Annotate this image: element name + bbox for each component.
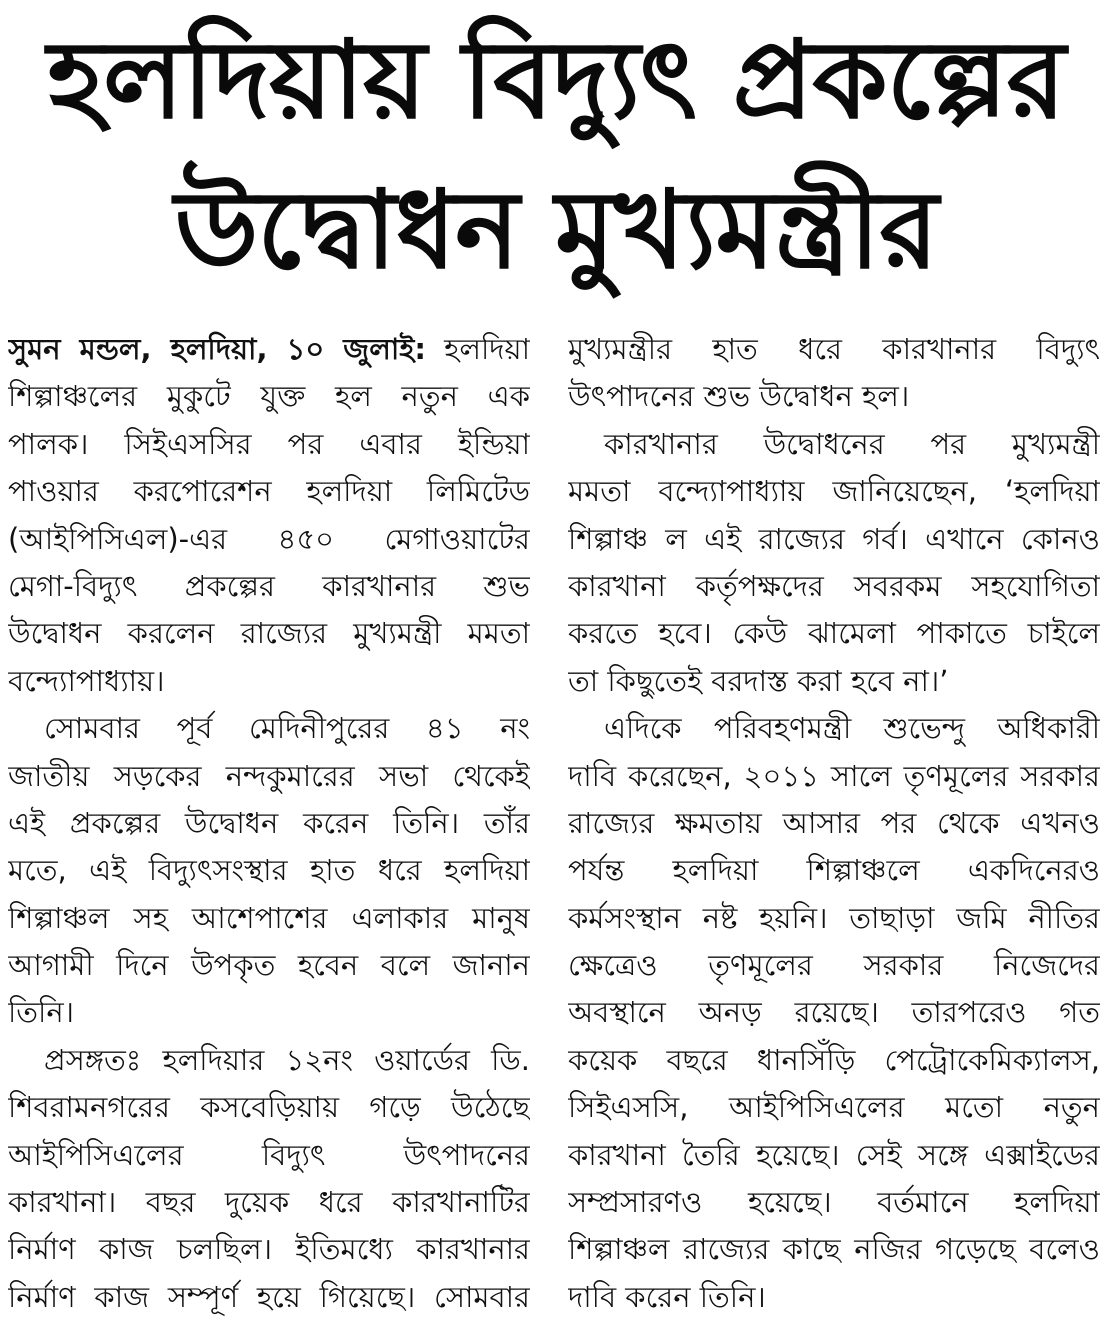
article-line: শিল্পাঞ্চলের মুকুটে যুক্ত হল নতুন এক xyxy=(8,379,530,414)
article-line: কয়েক বছরে ধানসিঁড়ি পেট্রোকেমিক্যালস, xyxy=(568,1042,1100,1077)
headline-line-2: উদ্বোধন মুখ্যমন্ত্রীর xyxy=(174,168,938,293)
article-line: মতে, এই বিদ্যুৎসংস্থার হাত ধরে হলদিয়া xyxy=(8,853,530,888)
article-line: পর্যন্ত হলদিয়া শিল্পাঞ্চলে একদিনেরও xyxy=(568,853,1100,888)
right-column xyxy=(568,326,1100,1326)
article-line: উৎপাদনের শুভ উদ্বোধন হল। xyxy=(568,379,910,414)
article-line: শিল্পাঞ্চল রাজ্যের কাছে নজির গড়েছে বলেও xyxy=(568,1232,1100,1267)
article-line: করতে হবে। কেউ ঝামেলা পাকাতে চাইলে xyxy=(568,616,1100,651)
article-line: আইপিসিএলের বিদ্যুৎ উৎপাদনের xyxy=(8,1137,530,1172)
paragraph xyxy=(8,326,530,705)
paragraph xyxy=(568,421,1100,705)
article-line: দাবি করেছেন, ২০১১ সালে তৃণমূলের সরকার xyxy=(568,758,1100,793)
article-line: রাজ্যের ক্ষমতায় আসার পর থেকে এখনও xyxy=(568,805,1100,840)
paragraph xyxy=(8,705,530,1037)
article-line: তা কিছুতেই বরদাস্ত করা হবে না।’ xyxy=(568,663,949,698)
article-line: এই প্রকল্পের উদ্বোধন করেন তিনি। তাঁর xyxy=(8,805,530,840)
article-line: সিইএসসি, আইপিসিএলের মতো নতুন xyxy=(568,1090,1100,1125)
article-line: অবস্থানে অনড় রয়েছে। তারপরেও গত xyxy=(568,995,1100,1030)
article-line: কারখানা। বছর দুয়েক ধরে কারখানাটির xyxy=(8,1185,530,1220)
article-line: নির্মাণ কাজ চলছিল। ইতিমধ্যে কারখানার xyxy=(8,1232,530,1267)
article-line: (আইপিসিএল)-এর ৪৫০ মেগাওয়াটের xyxy=(8,521,530,556)
article-line: প্রসঙ্গতঃ হলদিয়ার ১২নং ওয়ার্ডের ডি. xyxy=(44,1042,530,1077)
article-line: আগামী দিনে উপকৃত হবেন বলে জানান xyxy=(8,948,530,983)
article-line: নির্মাণ কাজ সম্পূর্ণ হয়ে গিয়েছে। সোমবার xyxy=(8,1279,530,1314)
article-line: মুখ্যমন্ত্রীর হাত ধরে কারখানার বিদ্যুৎ xyxy=(568,332,1100,366)
article-line: কারখানা তৈরি হয়েছে। সেই সঙ্গে এক্সাইডের xyxy=(568,1137,1100,1172)
article-line: কারখানার উদ্বোধনের পর মুখ্যমন্ত্রী xyxy=(604,426,1100,461)
article-line: বন্দ্যোপাধ্যায়। xyxy=(8,663,165,698)
byline: সুমন মন্ডল, হলদিয়া, ১০ জুলাই: xyxy=(8,332,426,366)
headline xyxy=(0,6,1112,316)
article-line: ক্ষেত্রেও তৃণমূলের সরকার নিজেদের xyxy=(568,948,1100,983)
article-line: শিবরামনগরের কসবেড়িয়ায় গড়ে উঠেছে xyxy=(8,1090,530,1125)
article-line-text: হলদিয়া xyxy=(444,332,530,366)
article-line: জাতীয় সড়কের নন্দকুমারের সভা থেকেই xyxy=(8,758,530,793)
article-line xyxy=(8,326,530,373)
article-line: কর্মসংস্থান নষ্ট হয়নি। তাছাড়া জমি নীতির xyxy=(568,900,1100,935)
paragraph xyxy=(568,705,1100,1321)
article-line: মেগা-বিদ্যুৎ প্রকল্পের কারখানার শুভ xyxy=(8,568,530,603)
left-column xyxy=(8,326,530,1326)
article-line: দাবি করেন তিনি। xyxy=(568,1279,766,1314)
article-line: এদিকে পরিবহণমন্ত্রী শুভেন্দু অধিকারী xyxy=(604,711,1100,746)
headline-line-1: হলদিয়ায় বিদ্যুৎ প্রকল্পের xyxy=(47,18,1065,143)
article-line: পাওয়ার করপোরেশন হলদিয়া লিমিটেড xyxy=(8,474,530,509)
article-line: শিল্পাঞ্চ ল এই রাজ্যের গর্ব। এখানে কোনও xyxy=(568,521,1100,556)
paragraph xyxy=(8,1037,530,1321)
article-line: শিল্পাঞ্চল সহ আশেপাশের এলাকার মানুষ xyxy=(8,900,530,935)
article-line: কারখানা কর্তৃপক্ষদের সবরকম সহযোগিতা xyxy=(568,568,1100,603)
article-line: সোমবার পূর্ব মেদিনীপুরের ৪১ নং xyxy=(44,711,530,746)
article-line: সম্প্রসারণও হয়েছে। বর্তমানে হলদিয়া xyxy=(568,1185,1100,1220)
paragraph xyxy=(568,326,1100,421)
article-line: উদ্বোধন করলেন রাজ্যের মুখ্যমন্ত্রী মমতা xyxy=(8,616,530,651)
article-line: তিনি। xyxy=(8,995,75,1030)
article-line: পালক। সিইএসসির পর এবার ইন্ডিয়া xyxy=(8,426,530,461)
article-line: মমতা বন্দ্যোপাধ্যায় জানিয়েছেন, ‘হলদিয়া xyxy=(568,474,1100,509)
